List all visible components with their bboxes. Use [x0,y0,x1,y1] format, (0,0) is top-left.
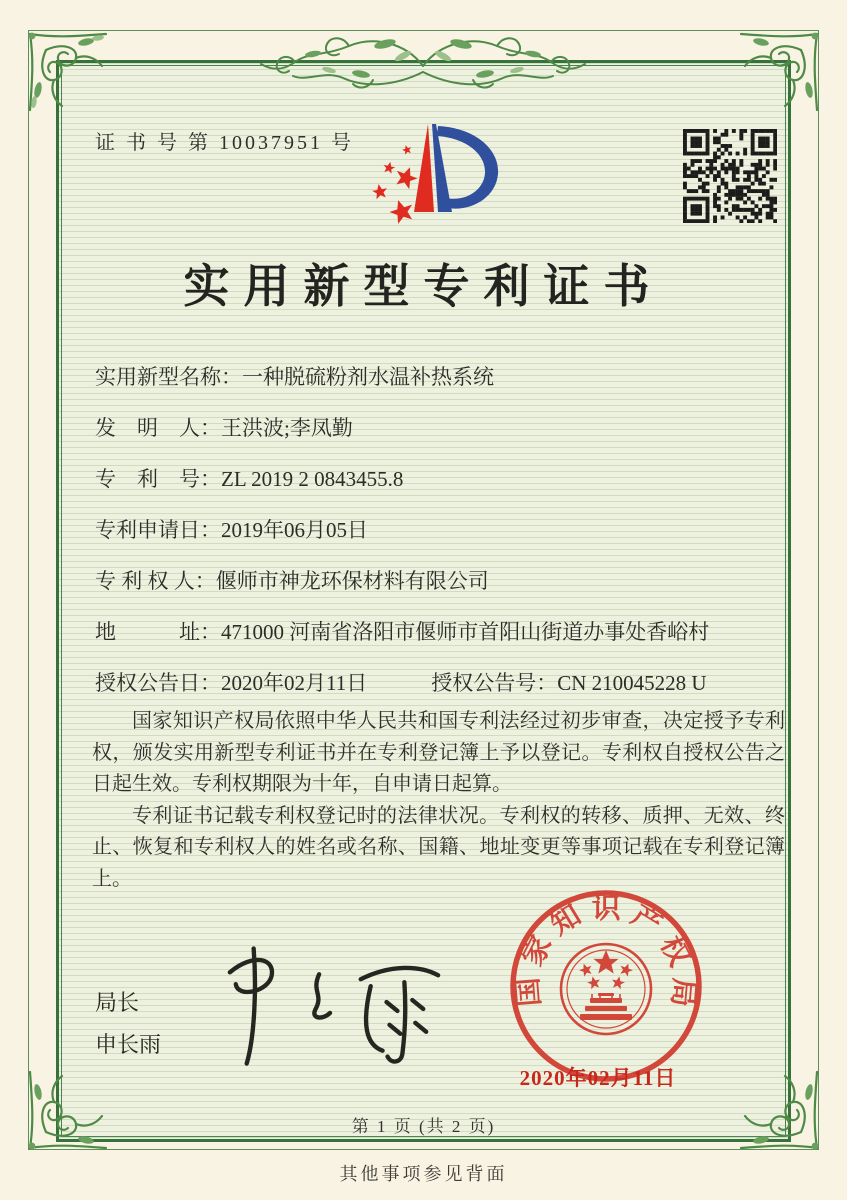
certificate-fields [95,362,785,699]
field-patentee [95,566,785,597]
field-label: 发 明 人： [95,416,221,440]
field-value: 偃师市神龙环保材料有限公司 [215,569,489,593]
field-label: 授权公告日： [95,671,221,695]
field-value: 2019年06月05日 [221,518,368,542]
seal-date: 2020年02月11日 [519,1066,677,1090]
field-label: 专 利 权 人： [95,569,216,593]
field-grant-row [95,668,785,699]
back-note: 其他事项参见背面 [339,1164,508,1184]
field-address [95,617,785,648]
director-name: 申长雨 [95,1032,162,1057]
field-value: 471000 河南省洛阳市偃师市首阳山街道办事处香峪村 [221,620,710,644]
field-label: 专 利 号： [95,467,221,491]
field-utility-model-name [95,362,785,393]
legal-text [92,706,785,895]
field-patent-number [95,464,785,495]
page-indicator: 第 1 页 (共 2 页) [351,1117,496,1136]
qr-code [683,129,777,223]
legal-paragraph-2: 专利证书记载专利权登记时的法律状况。专利权的转移、质押、无效、终止、恢复和专利权人的姓名或名称、国籍、地址变更等事项记载在专利登记簿上。 [92,804,785,890]
director-role-label: 局长 [95,990,140,1015]
field-inventors [95,413,785,444]
field-value: 王洪波;李凤勤 [221,416,353,440]
field-label: 实用新型名称： [95,365,242,389]
director-block [95,982,161,1066]
field-value: CN 210045228 U [557,671,707,695]
cnipa-seal [506,886,706,1086]
field-label: 专利申请日： [95,518,221,542]
field-grant-number [431,668,706,699]
seal-ring-text: 国家知识产权局 [512,893,700,1009]
director-signature-icon [212,942,450,1072]
field-label: 地 址： [95,620,221,644]
certificate-title: 实用新型专利证书 [183,261,664,312]
legal-paragraph-1: 国家知识产权局依照中华人民共和国专利法经过初步审查，决定授予专利权，颁发实用新型专利证书并在专利登记簿上予以登记。专利权自授权公告之日起生效。专利权期限为十年，自申请日起算。 [92,710,785,795]
field-value: 一种脱硫粉剂水温补热系统 [242,365,494,389]
certificate-number: 证 书 号 第 10037951 号 [95,132,354,154]
field-value: ZL 2019 2 0843455.8 [221,467,404,491]
national-emblem-icon [561,944,651,1034]
field-label: 授权公告号： [431,671,558,695]
field-filing-date [95,515,785,546]
field-value: 2020年02月11日 [221,671,368,695]
cnipa-logo-icon [352,112,508,236]
field-grant-date [95,668,367,699]
